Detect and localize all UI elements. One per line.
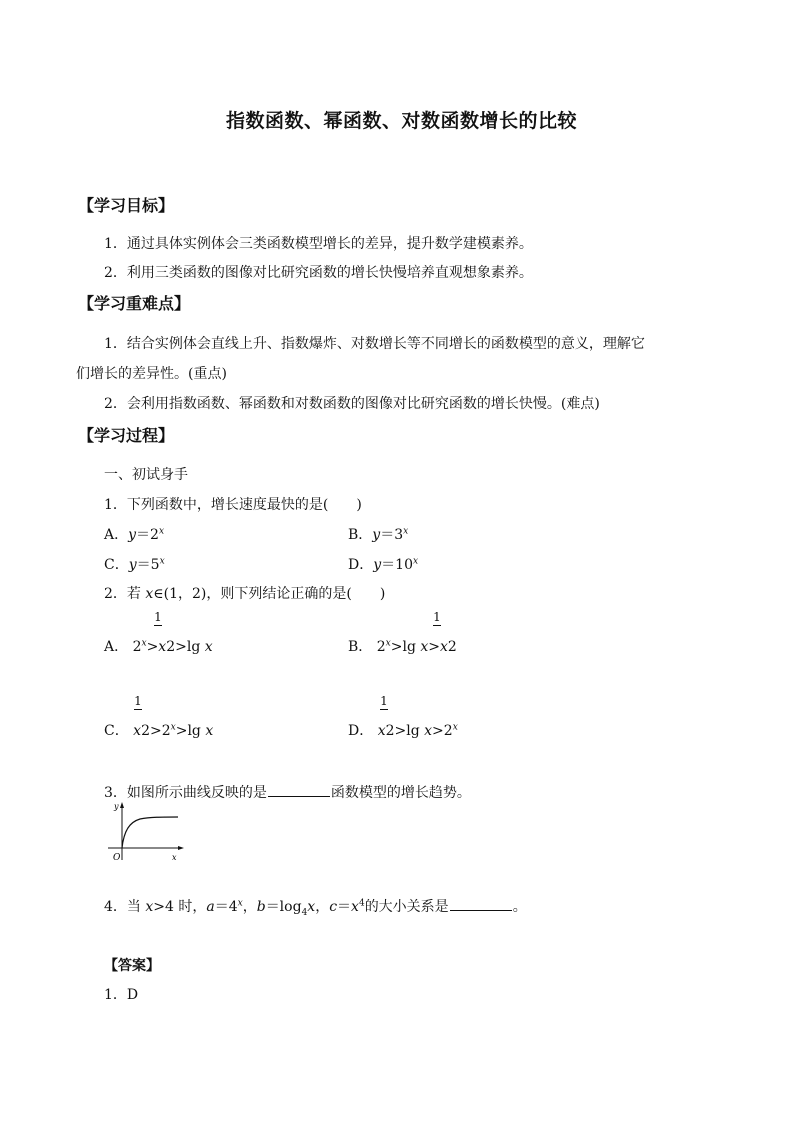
q4-answer-blank[interactable]: [450, 896, 512, 911]
q2-c-exponent-fraction: 1: [134, 694, 142, 708]
q2-b-exponent-fraction: 1: [433, 610, 441, 624]
page-title: 指数函数、幂函数、对数函数增长的比较: [226, 110, 578, 132]
goal-item-1: 1．通过具体实例体会三类函数模型增长的差异，提升数学建模素养。: [104, 236, 533, 252]
section-heading-goals: 【学习目标】: [78, 196, 175, 215]
q2-option-a: A． $2^x>x2>\lg$ x: [104, 638, 213, 655]
q2-option-c: C． $x2>2^x>\lg$ x: [104, 722, 214, 739]
q1-option-a: A．$y=2^x$: [104, 526, 165, 543]
answer-line-1: 1．D: [104, 987, 139, 1003]
keypoint-item-1-line-2: 们增长的差异性。(重点): [76, 366, 227, 382]
q2-d-exponent-fraction: 1: [380, 694, 388, 708]
goal-item-2: 2．利用三类函数的图像对比研究函数的增长快慢培养直观想象素养。: [104, 265, 533, 281]
q3-axis-y-label: y: [114, 802, 119, 811]
section-heading-process: 【学习过程】: [78, 426, 175, 445]
q1-option-c: C．$y=5^x$: [104, 556, 165, 573]
keypoint-item-2: 2．会利用指数函数、幂函数和对数函数的图像对比研究函数的增长快慢。(难点): [104, 396, 600, 412]
q1-option-b: B．$y=3^x$: [348, 526, 409, 543]
q2-option-b: B． $2^x>\lg$ x>x2: [348, 638, 457, 655]
q3-origin-label: O: [113, 853, 121, 863]
q1-option-d: D．$y=10^x$: [348, 556, 419, 573]
section-heading-answer: 【答案】: [104, 958, 160, 974]
question-3-stem: 3．如图所示曲线反映的是 函数模型的增长趋势。: [104, 782, 471, 802]
question-4-stem: 4．当 x>4 时，$a=4^x$，$b=\log_4x$，$c=x^4$的大小关系是 。: [104, 896, 527, 918]
section-heading-keypoints: 【学习重难点】: [78, 294, 191, 313]
q2-a-exponent-fraction: 1: [154, 610, 162, 624]
subsection-warmup: 一、初试身手: [104, 467, 188, 483]
question-1-stem: 1．下列函数中，增长速度最快的是( ): [104, 497, 362, 513]
q2-option-d: D． x2>lg $x>2^x$: [348, 722, 458, 739]
q3-axis-x-label: x: [172, 853, 177, 862]
q3-curve-graph: [104, 800, 186, 866]
q3-answer-blank[interactable]: [268, 782, 330, 797]
question-2-stem: 2．若 x∈(1，2)，则下列结论正确的是( ): [104, 586, 386, 602]
keypoint-item-1-line-1: 1．结合实例体会直线上升、指数爆炸、对数增长等不同增长的函数模型的意义，理解它: [104, 336, 645, 352]
